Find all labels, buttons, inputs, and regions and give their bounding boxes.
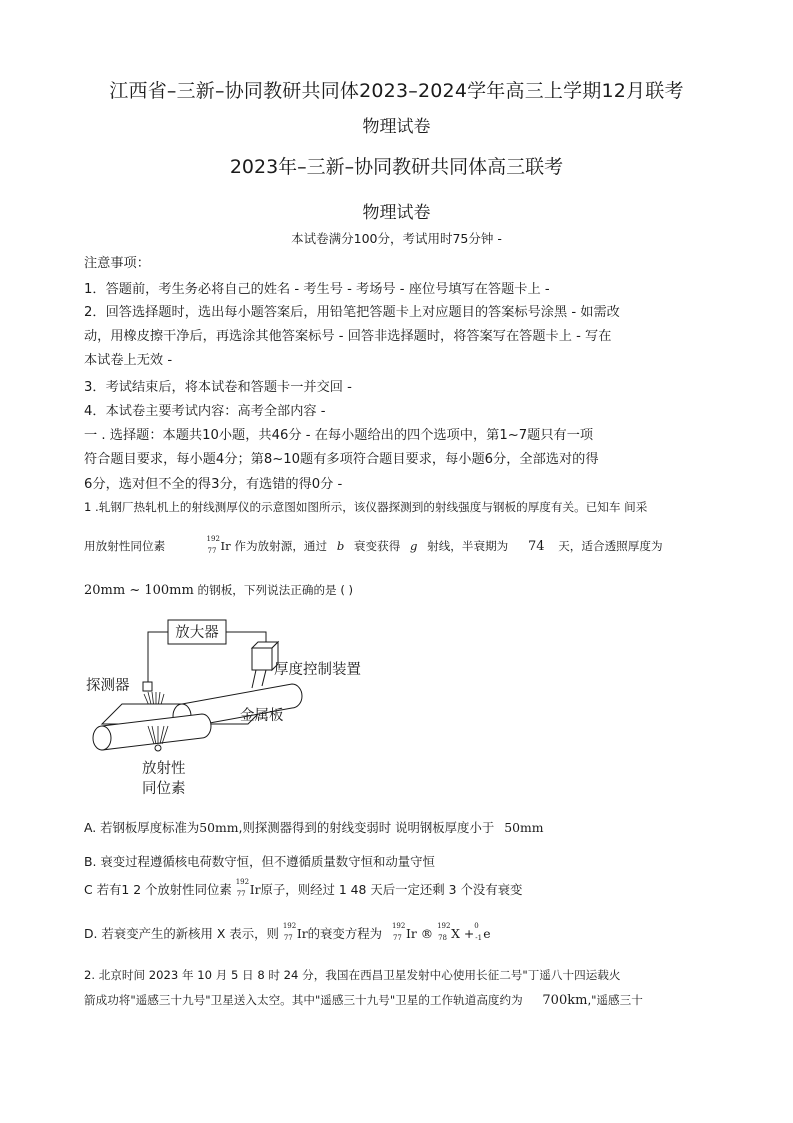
- iso-mass-number: 192: [206, 535, 220, 543]
- optA-text-b: ,则探测器得到的射线变弱时 说明钢板厚度小于: [238, 820, 495, 835]
- exam-title-line4: 物理试卷: [362, 203, 431, 223]
- note-2-line2: 动，用橡皮擦干净后，再选涂其他答案标号 - 回答非选择题时，将答案写在答题卡上 - 写在: [84, 329, 612, 344]
- orbit-height-value: 700km: [542, 993, 588, 1008]
- optD-arrow: ®: [420, 926, 434, 941]
- optD-electron-z: -1: [475, 934, 483, 942]
- notes-heading: 注意事项：: [84, 256, 150, 271]
- note-1: 1．答题前，考生务必将自己的姓名 - 考生号 - 考场号 - 座位号填写在答题卡上 -: [84, 282, 550, 297]
- note-2-line3: 本试卷上无效 -: [84, 353, 173, 368]
- control-rod: [252, 670, 256, 688]
- optC-iso-z: 77: [236, 890, 246, 898]
- optD-isotope: [282, 922, 308, 942]
- q2-stem-line1: 2. 北京时间 2023 年 10 月 5 日 8 时 24 分，我国在西昌卫星发射中心使用长征二号"丁遥八十四运载火: [84, 968, 621, 982]
- note-4: 4．本试卷主要考试内容：高考全部内容 -: [84, 404, 326, 419]
- thickness-gauge-diagram: [80, 612, 400, 802]
- detector-wire: [148, 632, 168, 682]
- q1-text-c: 衰变获得: [353, 539, 401, 553]
- q2-stem-line2: [84, 992, 643, 1008]
- metal-plate-label: 金属板: [240, 708, 284, 724]
- isotope-label-1: 放射性: [142, 761, 186, 777]
- gamma-symbol: g: [410, 539, 418, 553]
- optA-value1: 50mm: [199, 820, 239, 835]
- optD-product-symbol: X +: [451, 926, 475, 941]
- optD-iso-symbol: Ir: [296, 926, 308, 941]
- optA-text-a: A. 若钢板厚度标准为: [84, 820, 200, 835]
- section1-line1: 一 . 选择题：本题共10小题，共46分 - 在每小题给出的四个选项中，第1~7题只有一项: [84, 428, 594, 443]
- section1-line2: 符合题目要求，每小题4分；第8~10题有多项符合题目要求，每小题6分，全部选对的得: [84, 452, 599, 467]
- radioactive-source: [155, 745, 161, 751]
- amplifier-label: 放大器: [175, 625, 219, 641]
- half-life-value: 74: [527, 539, 545, 554]
- q1-stem-line2: [84, 535, 663, 555]
- exam-title-line1: 江西省–三新–协同教研共同体2023–2024学年高三上学期12月联考: [109, 80, 684, 102]
- optC-isotope: [235, 878, 261, 898]
- optD-text-a: D. 若衰变产生的新核用 X 表示，则: [84, 926, 279, 941]
- optD-iso-mass: 192: [282, 922, 297, 930]
- q2-text-a: 箭成功将"遥感三十九号"卫星送入太空。其中"遥感三十九号"卫星的工作轨道高度约为: [84, 993, 523, 1007]
- q1-option-b: B. 衰变过程遵循核电荷数守恒，但不遵循质量数守恒和动量守恒: [84, 854, 435, 869]
- beta-symbol: b: [336, 539, 345, 553]
- isotope-label-2: 同位素: [142, 781, 186, 797]
- section1-line3: 6分，选对但不全的得3分，有选错的得0分 -: [84, 477, 343, 492]
- optD-eq-parent-symbol: Ir: [405, 926, 417, 941]
- q1-stem-line1: 1 .轧钢厂热轧机上的射线测厚仪的示意图如图所示，该仪器探测到的射线强度与钢板的厚度有关。已知车 间采: [84, 500, 648, 514]
- optD-electron-symbol: e: [483, 926, 491, 941]
- thickness-control-label: 厚度控制装置: [274, 662, 361, 678]
- q1-option-c: [84, 880, 522, 898]
- q2-text-b: ,"遥感三十: [587, 993, 643, 1007]
- detector-label: 探测器: [86, 678, 130, 694]
- optD-eq-parent: [391, 922, 417, 942]
- lower-roller-end: [93, 726, 111, 750]
- exam-subtitle: 本试卷满分100分，考试用时75分钟 -: [291, 231, 502, 246]
- optD-electron-mass: 0: [474, 922, 479, 930]
- control-box-front: [252, 648, 272, 670]
- optC-text-b: 原子，则经过 1 48 天后一定还剩 3 个没有衰变: [260, 882, 523, 897]
- optD-product-mass: 192: [437, 922, 451, 930]
- optD-iso-z: 77: [283, 934, 293, 942]
- exam-title-line3: 2023年–三新–协同教研共同体高三联考: [229, 156, 564, 178]
- ir192-isotope: [206, 535, 231, 555]
- optD-eq-parent-z: 77: [392, 934, 402, 942]
- optD-eq-product: [437, 922, 475, 942]
- optC-iso-mass: 192: [235, 878, 250, 886]
- optC-iso-symbol: Ir: [249, 882, 261, 897]
- control-rod-2: [262, 670, 266, 686]
- q1-text-a: 用放射性同位素: [84, 539, 166, 553]
- detector-box: [143, 682, 152, 691]
- q1-stem-line3: [84, 582, 353, 598]
- iso-symbol: Ir: [220, 539, 231, 553]
- q1-text-d: 射线，半衰期为: [427, 539, 509, 553]
- optD-product-z: 78: [438, 934, 447, 942]
- optC-text-a: C 若有1 2 个放射性同位素: [84, 882, 232, 897]
- q1-option-a: [84, 818, 543, 836]
- thickness-range: 20mm ~ 100mm: [84, 583, 194, 598]
- q1-text-f: 的钢板，下列说法正确的是 ( ): [197, 583, 354, 597]
- optA-value2: 50mm: [504, 820, 544, 835]
- optD-eq-electron: [474, 922, 491, 942]
- exam-title-line2: 物理试卷: [362, 117, 431, 137]
- optD-text-b: 的衰变方程为: [307, 926, 382, 941]
- q1-option-d: [84, 924, 491, 942]
- note-3: 3．考试结束后，将本试卷和答题卡一并交回 -: [84, 380, 352, 395]
- optD-eq-parent-mass: 192: [391, 922, 406, 930]
- iso-atomic-number: 77: [207, 547, 217, 555]
- q1-text-e: 天，适合透照厚度为: [558, 539, 663, 553]
- q1-text-b: 作为放射源，通过: [234, 539, 328, 553]
- note-2-line1: 2．回答选择题时，选出每小题答案后，用铅笔把答题卡上对应题目的答案标号涂黑 - 如需改: [84, 305, 620, 320]
